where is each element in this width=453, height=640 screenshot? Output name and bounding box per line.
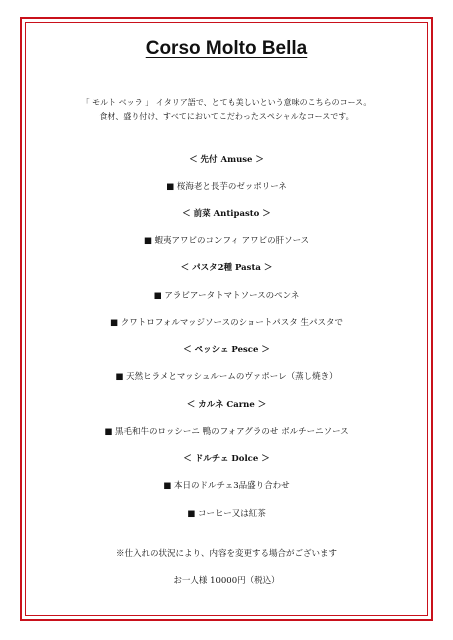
menu-item: ■ 天然ヒラメとマッシュルームのヴァポーレ（蒸し焼き）: [115, 372, 338, 382]
course-heading-carne: ＜ カルネ Carne ＞: [186, 400, 267, 410]
price-text: お一人様 10000円（税込）: [173, 576, 280, 586]
course-heading-pesce: ＜ ペッシェ Pesce ＞: [183, 345, 270, 355]
menu-item: ■ 本日のドルチェ3品盛り合わせ: [163, 481, 290, 491]
intro-line-2: 食材、盛り付け、すべてにおいてこだわったスペシャルなコースです。: [99, 112, 354, 121]
course-heading-antipasto: ＜ 前菜 Antipasto ＞: [182, 209, 271, 219]
course-heading-pasta: ＜ パスタ2種 Pasta ＞: [180, 263, 273, 273]
menu-item: ■ クワトロフォルマッジソースのショートパスタ 生パスタで: [110, 318, 343, 328]
menu-item: ■ 桜海老と長芋のゼッポリーネ: [166, 182, 287, 192]
course-heading-amuse: ＜ 先付 Amuse ＞: [189, 155, 264, 165]
menu-item: ■ 黒毛和牛のロッシーニ 鴨のフォアグラのせ ボルチーニソース: [104, 427, 349, 437]
menu-item: ■ コーヒー又は紅茶: [187, 509, 266, 519]
course-heading-dolce: ＜ ドルチェ Dolce ＞: [183, 454, 270, 464]
intro-line-1: 「 モルト ベッラ 」 イタリア語で、とても美しいという意味のこちらのコース。: [81, 98, 372, 107]
notice-text: ※仕入れの状況により、内容を変更する場合がございます: [115, 549, 337, 559]
menu-item: ■ アラビアータトマトソースのペンネ: [153, 291, 300, 301]
menu-item: ■ 蝦夷アワビのコンフィ アワビの肝ソース: [143, 236, 310, 246]
menu-title: Corso Molto Bella: [145, 38, 308, 59]
